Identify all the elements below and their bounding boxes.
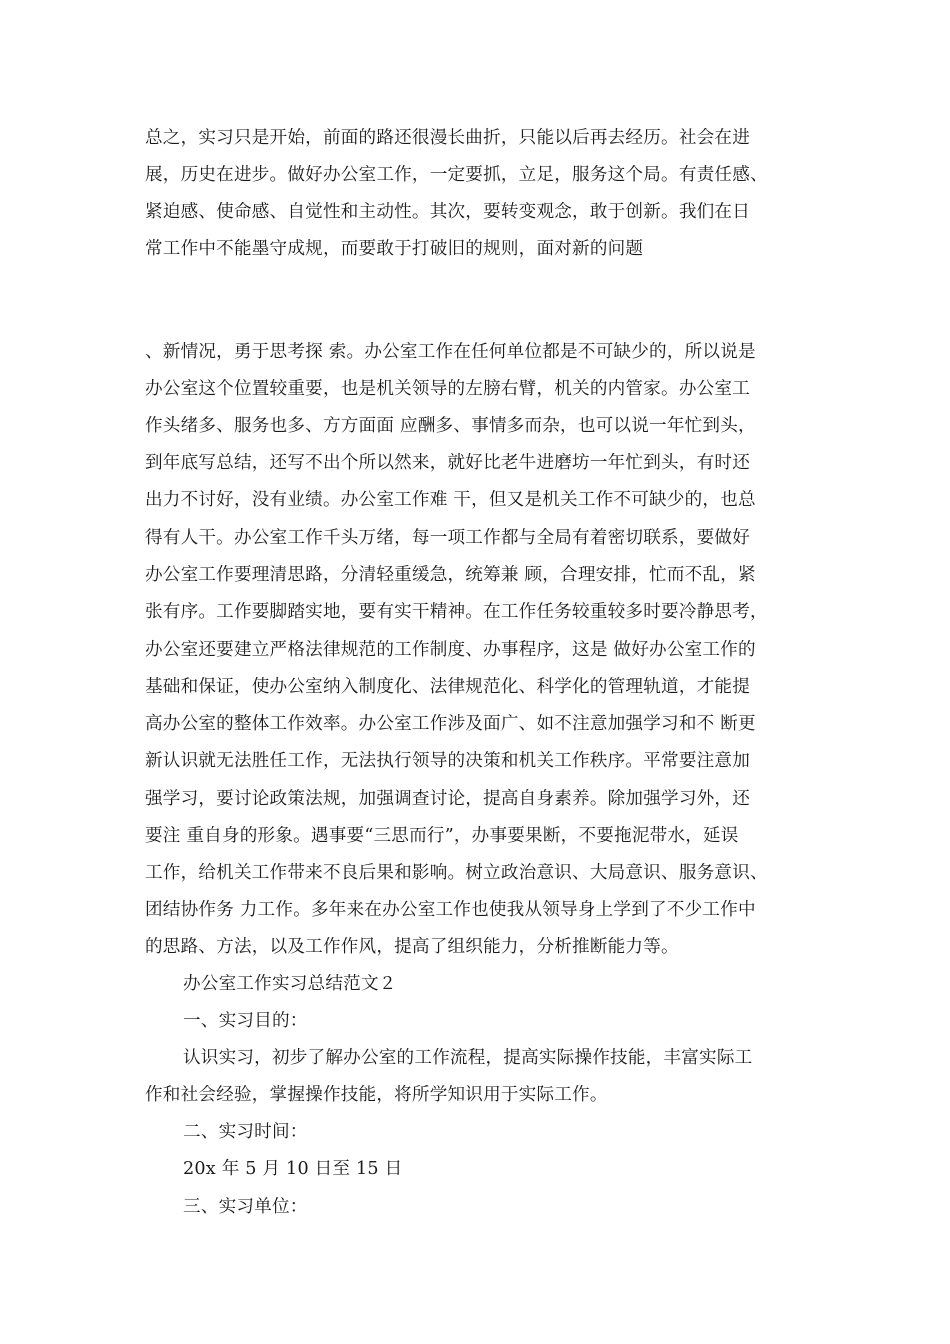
time-heading: 二、实习时间：: [183, 1122, 308, 1142]
paragraph-line: 高办公室的整体工作效率。办公室工作涉及面广、如不注意加强学习和不 断更: [145, 714, 756, 734]
paragraph-line: 到年底写总结，还写不出个所以然来，就好比老牛进磨坊一年忙到头，有时还: [145, 453, 750, 473]
paragraph-line: 作头绪多、服务也多、方方面面 应酬多、事情多而杂，也可以说一年忙到头，: [145, 416, 756, 436]
paragraph-line: 紧迫感、使命感、自觉性和主动性。其次，要转变观念，敢于创新。我们在日: [145, 202, 750, 222]
paragraph-line: 办公室工作要理清思路，分清轻重缓急，统筹兼 顾，合理安排，忙而不乱，紧: [145, 565, 756, 585]
paragraph-line: 基础和保证，使办公室纳入制度化、法律规范化、科学化的管理轨道，才能提: [145, 677, 750, 697]
paragraph-line: 要注 重自身的形象。遇事要“三思而行”，办事要果断，不要拖泥带水，延误: [145, 826, 739, 846]
purpose-heading: 一、实习目的：: [183, 1011, 308, 1031]
time-value: 20x 年 5 月 10 日至 15 日: [183, 1159, 403, 1179]
paragraph-line: 得有人干。办公室工作千头万绪，每一项工作都与全局有着密切联系，要做好: [145, 528, 750, 548]
paragraph-line: 办公室还要建立严格法律规范的工作制度、办事程序，这是 做好办公室工作的: [145, 640, 756, 660]
paragraph-line: 强学习，要讨论政策法规，加强调查讨论，提高自身素养。除加强学习外，还: [145, 789, 750, 809]
paragraph-line: 总之，实习只是开始，前面的路还很漫长曲折，只能以后再去经历。社会在进: [145, 128, 750, 148]
paragraph-line: 、新情况，勇于思考探 索。办公室工作在任何单位都是不可缺少的，所以说是: [145, 342, 756, 362]
paragraph-line: 常工作中不能墨守成规，而要敢于打破旧的规则，面对新的问题: [145, 239, 644, 259]
paragraph-line: 作和社会经验，掌握操作技能，将所学知识用于实际工作。: [145, 1085, 608, 1105]
section-title: 办公室工作实习总结范文２: [183, 974, 397, 994]
paragraph-line: 认识实习，初步了解办公室的工作流程，提高实际操作技能，丰富实际工: [183, 1048, 753, 1068]
paragraph-line: 的思路、方法，以及工作作风，提高了组织能力，分析推断能力等。: [145, 937, 679, 957]
paragraph-line: 出力不讨好，没有业绩。办公室工作难 干，但又是机关工作不可缺少的，也总: [145, 490, 756, 510]
paragraph-line: 新认识就无法胜任工作，无法执行领导的决策和机关工作秩序。平常要注意加: [145, 751, 750, 771]
paragraph-line: 张有序。工作要脚踏实地，要有实干精神。在工作任务较重较多时要冷静思考，: [145, 602, 768, 622]
paragraph-line: 办公室这个位置较重要，也是机关领导的左膀右臂，机关的内管家。办公室工: [145, 379, 750, 399]
unit-heading: 三、实习单位：: [183, 1197, 308, 1217]
paragraph-line: 展，历史在进步。做好办公室工作，一定要抓，立足，服务这个局。有责任感、: [145, 165, 768, 185]
paragraph-line: 团结协作务 力工作。多年来在办公室工作也使我从领导身上学到了不少工作中: [145, 900, 756, 920]
paragraph-line: 工作，给机关工作带来不良后果和影响。树立政治意识、大局意识、服务意识、: [145, 863, 768, 883]
